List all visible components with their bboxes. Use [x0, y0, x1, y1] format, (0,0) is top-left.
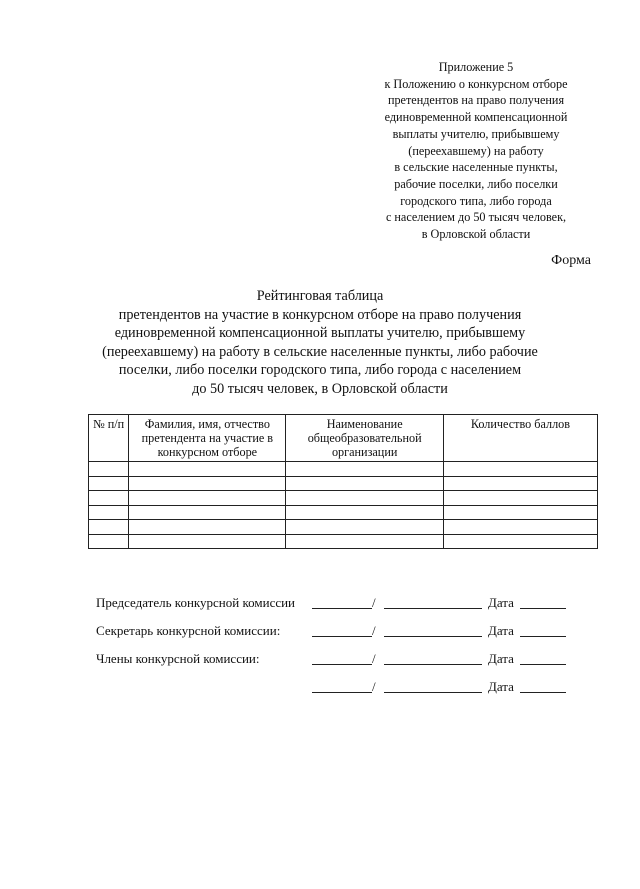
table-cell: [286, 462, 443, 477]
column-header-organization: Наименование общеобразовательной организации: [286, 415, 443, 462]
appendix-line: в сельские населенные пункты,: [394, 160, 558, 175]
table-cell: [129, 505, 286, 520]
column-header-full-name: Фамилия, имя, отчество претендента на участие в конкурсном отборе: [129, 415, 286, 462]
title-line: до 50 тысяч человек, в Орловской области: [192, 380, 448, 397]
table-cell: [89, 462, 129, 477]
signature-row-chairman: [96, 595, 576, 613]
table-cell: [443, 462, 597, 477]
table-cell: [89, 520, 129, 535]
table-cell: [286, 520, 443, 535]
table-cell: [286, 491, 443, 506]
table-row: [89, 476, 598, 491]
signature-slash: /: [372, 595, 376, 610]
rating-table: [88, 414, 598, 549]
table-cell: [129, 462, 286, 477]
date-line: [520, 692, 566, 693]
signature-row-members-extra: [96, 679, 576, 697]
signature-label: Председатель конкурсной комиссии: [96, 595, 296, 610]
appendix-header: [350, 59, 602, 243]
title-line: претендентов на участие в конкурсном отборе на право получения: [118, 306, 522, 323]
name-line: [384, 664, 482, 665]
table-row: [89, 505, 598, 520]
appendix-line: Приложение 5: [438, 60, 514, 74]
table-cell: [443, 534, 597, 549]
name-line: [384, 608, 482, 609]
table-cell: [89, 491, 129, 506]
appendix-line: претендентов на право получения: [387, 93, 565, 108]
appendix-line: с населением до 50 тысяч человек,: [385, 210, 567, 225]
appendix-line: единовременной компенсационной: [384, 110, 568, 125]
table-cell: [129, 491, 286, 506]
appendix-line: рабочие поселки, либо поселки: [394, 176, 558, 191]
document-title: [80, 287, 560, 399]
table-cell: [286, 534, 443, 549]
date-line: [520, 664, 566, 665]
table-cell: [89, 476, 129, 491]
table-cell: [89, 505, 129, 520]
column-header-score: Количество баллов: [443, 415, 597, 462]
table-row: [89, 462, 598, 477]
appendix-line: (переехавшему) на работу: [408, 143, 544, 158]
column-header-number: № п/п: [89, 415, 129, 462]
name-line: [384, 636, 482, 637]
title-line: поселки, либо поселки городского типа, либо города с населением: [118, 362, 522, 379]
signature-slash: /: [372, 651, 376, 666]
table-cell: [89, 534, 129, 549]
table-cell: [129, 534, 286, 549]
table-row: [89, 491, 598, 506]
date-label: Дата: [488, 651, 514, 666]
table-row: [89, 520, 598, 535]
table-cell: [129, 520, 286, 535]
date-line: [520, 608, 566, 609]
signature-label: Секретарь конкурсной комиссии:: [96, 623, 281, 638]
signature-row-members: [96, 651, 576, 669]
appendix-line: в Орловской области: [421, 227, 531, 242]
table-cell: [286, 505, 443, 520]
signature-line: [312, 664, 372, 665]
name-line: [384, 692, 482, 693]
table-cell: [443, 476, 597, 491]
form-label: Форма: [551, 253, 591, 268]
table-cell: [129, 476, 286, 491]
signature-line: [312, 608, 372, 609]
date-label: Дата: [488, 595, 514, 610]
title-line: единовременной компенсационной выплаты учителю, прибывшему: [114, 325, 526, 342]
date-label: Дата: [488, 623, 514, 638]
signature-label: Члены конкурсной комиссии:: [96, 651, 260, 666]
signature-slash: /: [372, 623, 376, 638]
date-line: [520, 636, 566, 637]
table-row: [89, 534, 598, 549]
signature-slash: /: [372, 679, 376, 694]
signature-line: [312, 636, 372, 637]
table-header-row: [89, 415, 598, 462]
table-cell: [443, 505, 597, 520]
signature-line: [312, 692, 372, 693]
title-line: Рейтинговая таблица: [256, 288, 384, 304]
appendix-line: к Положению о конкурсном отборе: [384, 76, 568, 91]
appendix-line: городского типа, либо города: [400, 193, 552, 208]
title-line: (переехавшему) на работу в сельские населенные пункты, либо рабочие: [102, 343, 538, 360]
signature-row-secretary: [96, 623, 576, 641]
table-cell: [443, 491, 597, 506]
table-cell: [443, 520, 597, 535]
table-cell: [286, 476, 443, 491]
date-label: Дата: [488, 679, 514, 694]
appendix-line: выплаты учителю, прибывшему: [392, 126, 560, 141]
